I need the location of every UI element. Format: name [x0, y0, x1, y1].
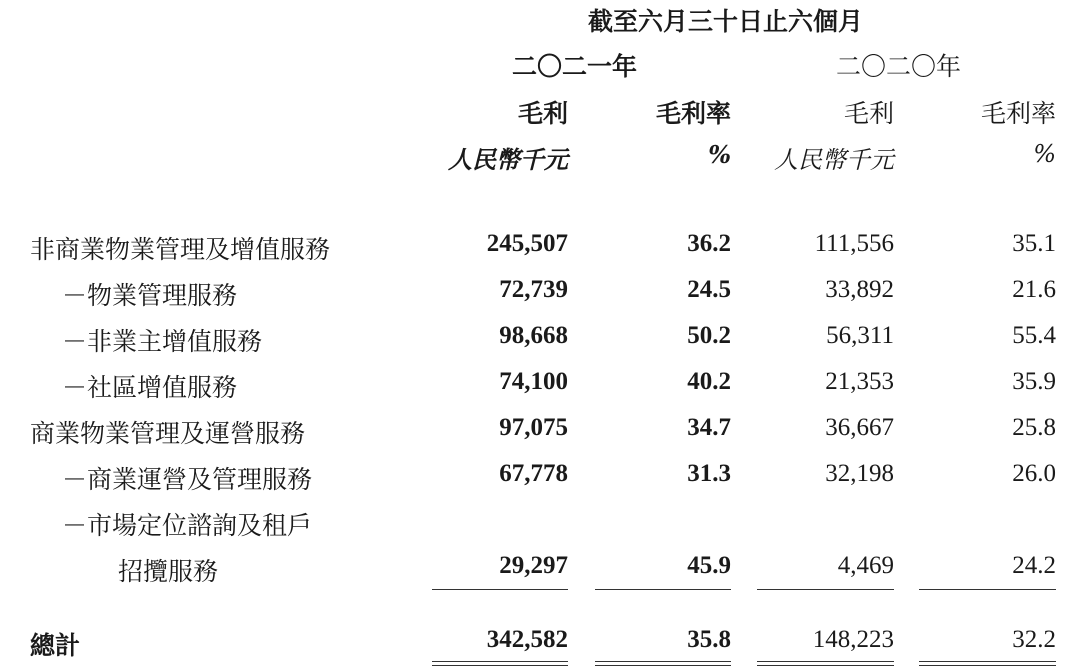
gp-2020-cell: 56,311: [826, 322, 894, 349]
total-gp-2021: 342,582: [486, 626, 568, 653]
row-label: －物業管理服務: [62, 281, 238, 310]
gm-2020-cell: 21.6: [1012, 276, 1056, 303]
gp-2021-cell: 98,668: [499, 322, 568, 349]
row-label: －社區增值服務: [62, 373, 238, 402]
total-gm-2021: 35.8: [687, 626, 731, 653]
gm-2021-cell: 24.5: [687, 276, 731, 303]
total-double-rule: [919, 661, 1056, 666]
gm-2020-cell: 25.8: [1012, 414, 1056, 441]
gm-2021-cell: 45.9: [687, 552, 731, 579]
row-label: －商業運營及管理服務: [62, 465, 313, 494]
gm-2021-cell: 50.2: [687, 322, 731, 349]
row-label: 商業物業管理及運營服務: [30, 419, 306, 448]
total-label: 總計: [30, 631, 81, 660]
gp-2021-cell: 72,739: [499, 276, 568, 303]
year-2021-heading: 二〇二一年: [512, 52, 638, 81]
row-label: 招攬服務: [118, 557, 219, 586]
gm-2021-cell: 40.2: [687, 368, 731, 395]
gp-2021-cell: 29,297: [499, 552, 568, 579]
year-2020-heading: 二〇二〇年: [836, 52, 962, 81]
subtotal-rule: [919, 589, 1056, 590]
total-gm-2020: 32.2: [1012, 626, 1056, 653]
gm-2020-cell: 35.9: [1012, 368, 1056, 395]
total-double-rule: [757, 661, 894, 666]
gp-2021-cell: 245,507: [486, 230, 568, 257]
gm-2020-cell: 24.2: [1012, 552, 1056, 579]
row-label: －市場定位諮詢及租戶: [62, 511, 313, 540]
unit-pct-2021: %: [708, 140, 731, 169]
gp-2020-cell: 4,469: [837, 552, 894, 579]
gm-2020-cell: 55.4: [1012, 322, 1056, 349]
gp-2020-cell: 21,353: [825, 368, 894, 395]
unit-rmb-2020: 人民幣千元: [774, 146, 894, 174]
gm-2021-cell: 34.7: [687, 414, 731, 441]
gross-margin-2021-heading: 毛利率: [655, 99, 731, 128]
subtotal-rule: [595, 589, 731, 590]
gp-2020-cell: 111,556: [814, 230, 894, 257]
gross-margin-2020-heading: 毛利率: [980, 99, 1056, 128]
row-label: －非業主增值服務: [62, 327, 263, 356]
gp-2020-cell: 32,198: [825, 460, 894, 487]
gp-2021-cell: 74,100: [499, 368, 568, 395]
gross-profit-2020-heading: 毛利: [843, 99, 894, 128]
gp-2020-cell: 33,892: [825, 276, 894, 303]
period-heading: 截至六月三十日止六個月: [588, 7, 864, 36]
gm-2021-cell: 31.3: [687, 460, 731, 487]
gp-2021-cell: 67,778: [499, 460, 568, 487]
total-gp-2020: 148,223: [812, 626, 894, 653]
unit-pct-2020: %: [1033, 140, 1056, 168]
total-double-rule: [595, 661, 731, 666]
total-double-rule: [432, 661, 568, 666]
unit-rmb-2021: 人民幣千元: [448, 145, 568, 174]
subtotal-rule: [432, 589, 568, 590]
gm-2020-cell: 35.1: [1012, 230, 1056, 257]
gross-profit-2021-heading: 毛利: [517, 99, 568, 128]
gm-2021-cell: 36.2: [687, 230, 731, 257]
gp-2021-cell: 97,075: [499, 414, 568, 441]
row-label: 非商業物業管理及增值服務: [30, 235, 331, 264]
subtotal-rule: [757, 589, 894, 590]
gp-2020-cell: 36,667: [825, 414, 894, 441]
gm-2020-cell: 26.0: [1012, 460, 1056, 487]
